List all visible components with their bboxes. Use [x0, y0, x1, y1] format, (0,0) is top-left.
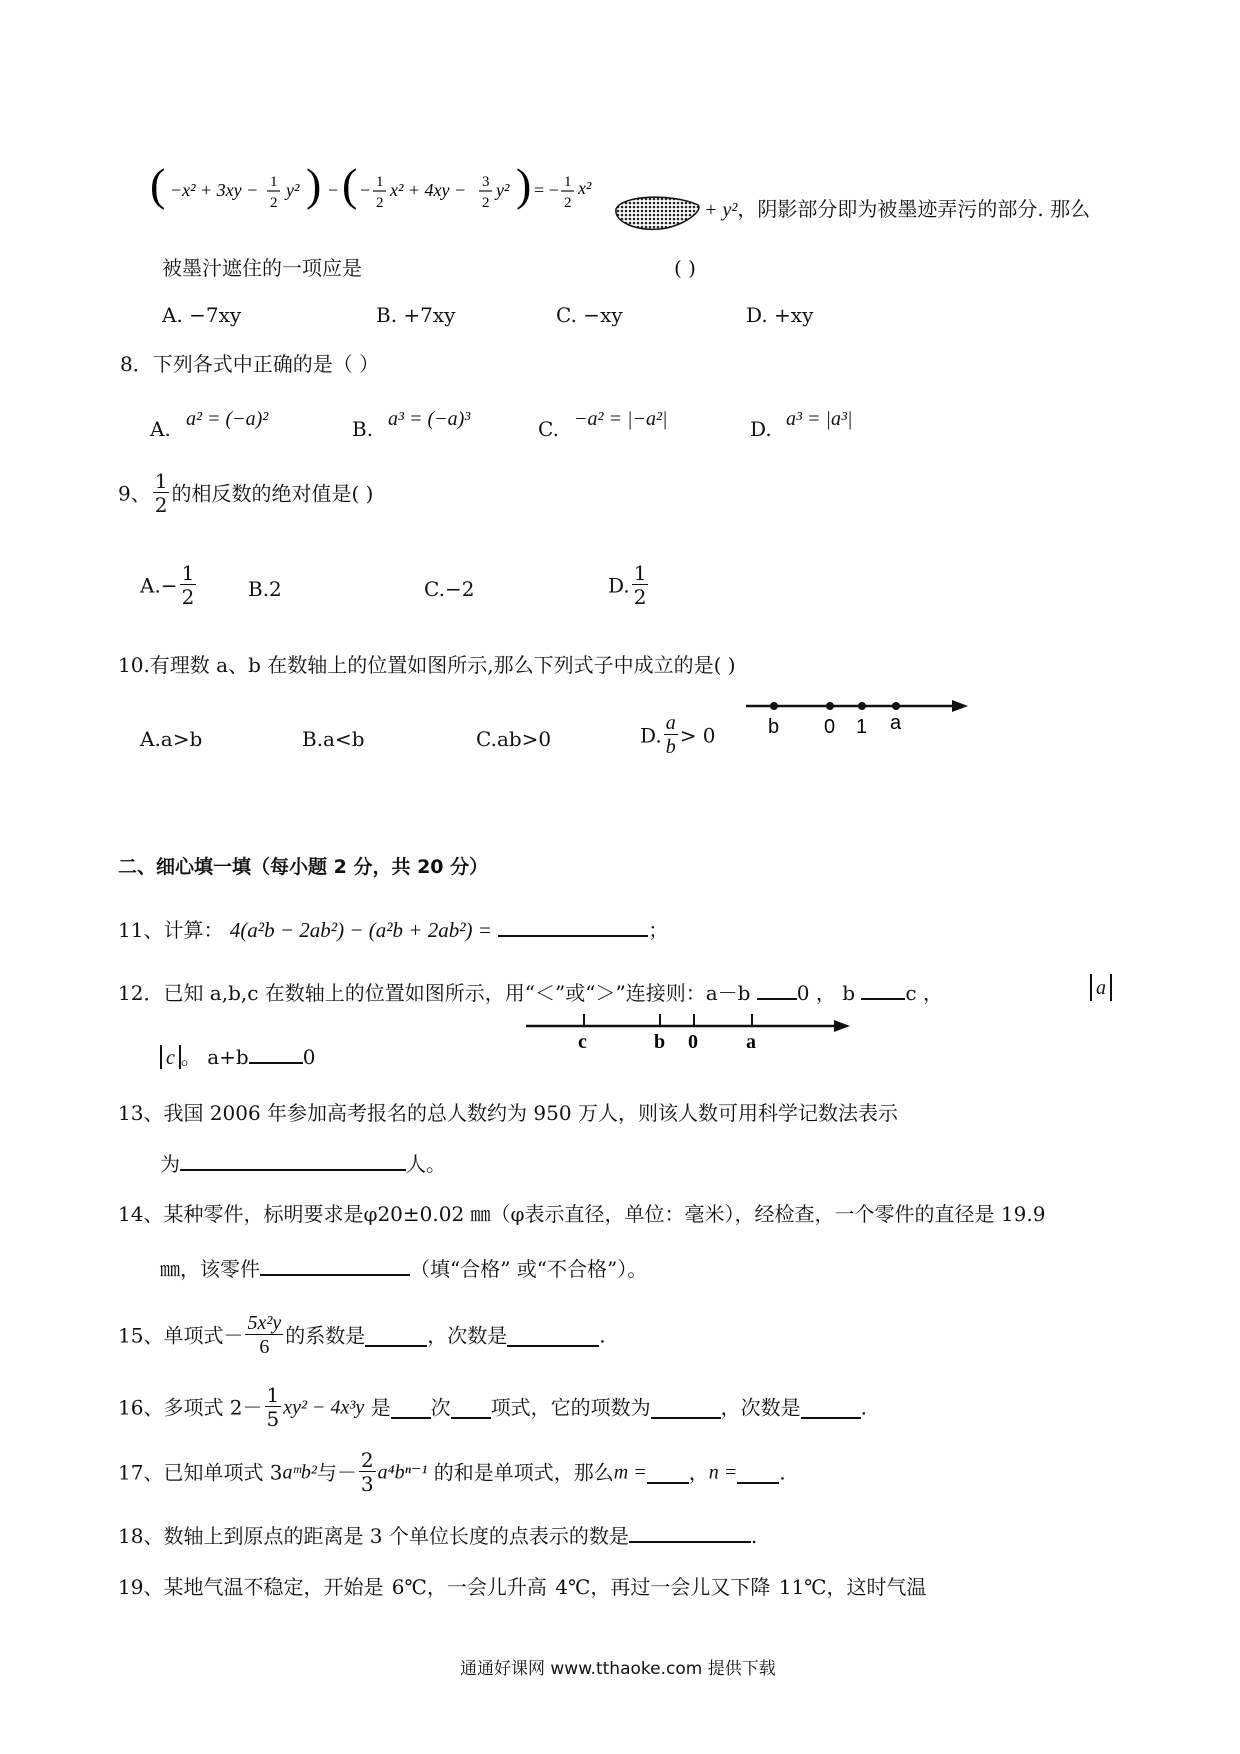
q13-line2: 为 人。: [160, 1149, 446, 1177]
q9-option-a-fraction: $\frac{1}{2}$: [181, 561, 195, 609]
q11-line: 11、计算： 4(a²b − 2ab²) − (a²b + 2ab²) = ；: [118, 915, 668, 943]
q8-option-b-expr: a³ = (−a)³: [388, 408, 471, 430]
q15-blank-1[interactable]: [365, 1325, 427, 1347]
q11-stem: 11、计算：: [118, 918, 224, 942]
svg-text:2: 2: [564, 195, 572, 211]
q15-blank-2[interactable]: [507, 1325, 599, 1347]
q10-axis-label-0: 0: [824, 716, 836, 738]
q10-option-b: B.a<b: [302, 727, 365, 751]
q7-y2: + y²: [704, 199, 738, 221]
q9-option-b: B.2: [248, 577, 282, 601]
q10-option-c: C.ab>0: [476, 727, 552, 751]
q16-blank-3[interactable]: [651, 1397, 721, 1419]
q14-answer-blank[interactable]: [260, 1254, 410, 1276]
q7-option-a: A. −7xy: [162, 303, 242, 327]
q16-fraction: $\frac{1}{5}$: [266, 1383, 280, 1431]
svg-text:1: 1: [270, 174, 278, 190]
svg-text:1: 1: [376, 174, 384, 190]
q16-blank-4[interactable]: [801, 1397, 861, 1419]
q12-line2: c 。 a+b 0: [160, 1042, 315, 1071]
q8-option-d-label: D.: [750, 417, 772, 441]
q12-blank-2[interactable]: [861, 978, 905, 1000]
q10-option-d-fraction: $\frac{a}{b}$: [665, 712, 676, 758]
q19-line: 19、某地气温不稳定，开始是 6℃，一会儿升高 4℃，再过一会儿又下降 11℃，这时气温: [118, 1575, 927, 1599]
q8-option-c-label: C.: [538, 417, 559, 441]
q12-abs-c: c: [160, 1045, 181, 1069]
q9-fraction: $\frac{1}{2}$: [154, 469, 168, 517]
q15-fraction: $\frac{\text{5x²y}}{6}$: [247, 1312, 282, 1358]
q10-axis-label-a: a: [890, 712, 902, 734]
q8-stem: 8．下列各式中正确的是（ ）: [120, 352, 380, 376]
q12-axis-label-b: b: [654, 1031, 666, 1050]
q7-option-b: B. +7xy: [376, 303, 456, 327]
q10-stem: 10.有理数 a、b 在数轴上的位置如图所示,那么下列式子中成立的是( ): [118, 653, 736, 677]
q10-option-a: A.a>b: [140, 727, 203, 751]
q7-option-d: D. +xy: [746, 303, 814, 327]
q11-answer-blank[interactable]: [498, 915, 648, 937]
page-footer: 通通好课网 www.tthaoke.com 提供下载: [460, 1659, 776, 1679]
q10-axis-label-1: 1: [856, 716, 868, 738]
svg-text:y²: y²: [286, 180, 300, 200]
svg-text:2: 2: [482, 195, 490, 211]
q9-option-c: C.−2: [424, 577, 475, 601]
svg-text:3: 3: [482, 174, 490, 190]
q17-line: 17、已知单项式 3aᵐb²与－ $\frac{2}{3}$ a⁴bⁿ⁻¹ 的和是单项式，那么m = ，n = .: [118, 1448, 786, 1496]
q10-number-line: [744, 692, 974, 742]
q9-option-d-fraction: $\frac{1}{2}$: [633, 561, 647, 609]
svg-text:): ): [516, 160, 532, 210]
q8-option-c-expr: −a² = |−a²|: [574, 408, 668, 430]
svg-text:(: (: [342, 160, 358, 210]
ink-blot-image: [612, 193, 704, 233]
q11-expression: 4(a²b − 2ab²) − (a²b + 2ab²) =: [229, 918, 492, 942]
q18-answer-blank[interactable]: [629, 1521, 751, 1543]
q9-option-d: D. $\frac{1}{2}$: [608, 561, 647, 609]
svg-text:y²: y²: [496, 180, 510, 200]
svg-text:1: 1: [564, 174, 572, 190]
q8-option-a-expr: a² = (−a)²: [186, 408, 269, 430]
q17-fraction: $\frac{2}{3}$: [360, 1448, 374, 1496]
svg-text:x² + 4xy −: x² + 4xy −: [390, 180, 467, 200]
q7-line1-tail: [704, 196, 1090, 223]
q12-axis-label-0: 0: [688, 1031, 698, 1050]
q12-axis-label-a: a: [746, 1031, 756, 1050]
svg-text:−x² + 3xy −: −x² + 3xy −: [170, 180, 259, 200]
q10-option-d: D. $\frac{a}{b}$ > 0: [640, 712, 716, 758]
q8-option-a-label: A.: [150, 417, 171, 441]
q12-line1: 12．已知 a,b,c 在数轴上的位置如图所示，用“＜”或“＞”连接则：a－b 0 ， b c ，: [118, 978, 943, 1006]
q12-abs-a: a: [1090, 974, 1112, 1001]
q7-answer-paren: ( ): [674, 256, 696, 280]
q18-line: 18、数轴上到原点的距离是 3 个单位长度的点表示的数是 .: [118, 1521, 757, 1549]
svg-text:): ): [306, 160, 322, 210]
q16-blank-2[interactable]: [451, 1397, 491, 1419]
q17-blank-n[interactable]: [737, 1462, 779, 1484]
q9-number: 9、: [118, 481, 151, 506]
q7-option-c: C. −xy: [556, 303, 623, 327]
q14-line1: 14、某种零件，标明要求是φ20±0.02 ㎜（φ表示直径，单位：毫米），经检查，一个零件的直径是 19.9: [118, 1202, 1046, 1226]
q10-axis-label-b: b: [768, 716, 780, 738]
q12-blank-3[interactable]: [249, 1042, 303, 1064]
q13-answer-blank[interactable]: [180, 1149, 406, 1171]
q13-line1: 13、我国 2006 年参加高考报名的总人数约为 950 万人，则该人数可用科学记数法表示: [118, 1101, 898, 1125]
q12-stem: 12．已知 a,b,c 在数轴上的位置如图所示，用“＜”或“＞”连接则：a－b: [118, 981, 751, 1005]
q16-line: 16、多项式 2－ $\frac{1}{5}$ xy² − 4x³y 是 次 项式，它的项数为 ，次数是 .: [118, 1383, 867, 1431]
svg-text:−: −: [328, 180, 339, 200]
svg-text:x²: x²: [578, 178, 592, 198]
svg-text:−: −: [360, 180, 371, 200]
q14-line2: ㎜，该零件 （填“合格” 或“不合格”）。: [160, 1254, 647, 1282]
q7-equation: [150, 160, 670, 220]
q8-option-d-expr: a³ = |a³|: [786, 408, 853, 430]
section2-title: 二、细心填一填（每小题 2 分，共 20 分）: [118, 856, 489, 878]
q16-blank-1[interactable]: [391, 1397, 431, 1419]
q12-blank-1[interactable]: [757, 978, 797, 1000]
q12-axis-label-c: c: [578, 1031, 587, 1050]
q17-blank-m[interactable]: [647, 1462, 689, 1484]
svg-text:2: 2: [376, 195, 384, 211]
q7-line2: 被墨汁遮住的一项应是: [162, 256, 362, 280]
q7-line1-text: ，阴影部分即为被墨迹弄污的部分. 那么: [737, 197, 1091, 221]
q12-number-line: [524, 1004, 854, 1050]
q7-equation-line: [150, 160, 670, 220]
q9-option-a: A.− $\frac{1}{2}$: [140, 561, 195, 609]
q9-stem-text: 的相反数的绝对值是( ): [171, 481, 374, 506]
q15-line: 15、单项式－ $\frac{\text{5x²y}}{6}$ 的系数是 ，次数是 .: [118, 1312, 606, 1358]
q9-stem-line: [118, 470, 373, 517]
q8-option-b-label: B.: [352, 417, 374, 441]
svg-text:(: (: [150, 160, 166, 210]
svg-text:= −: = −: [534, 180, 559, 200]
svg-text:2: 2: [270, 195, 278, 211]
